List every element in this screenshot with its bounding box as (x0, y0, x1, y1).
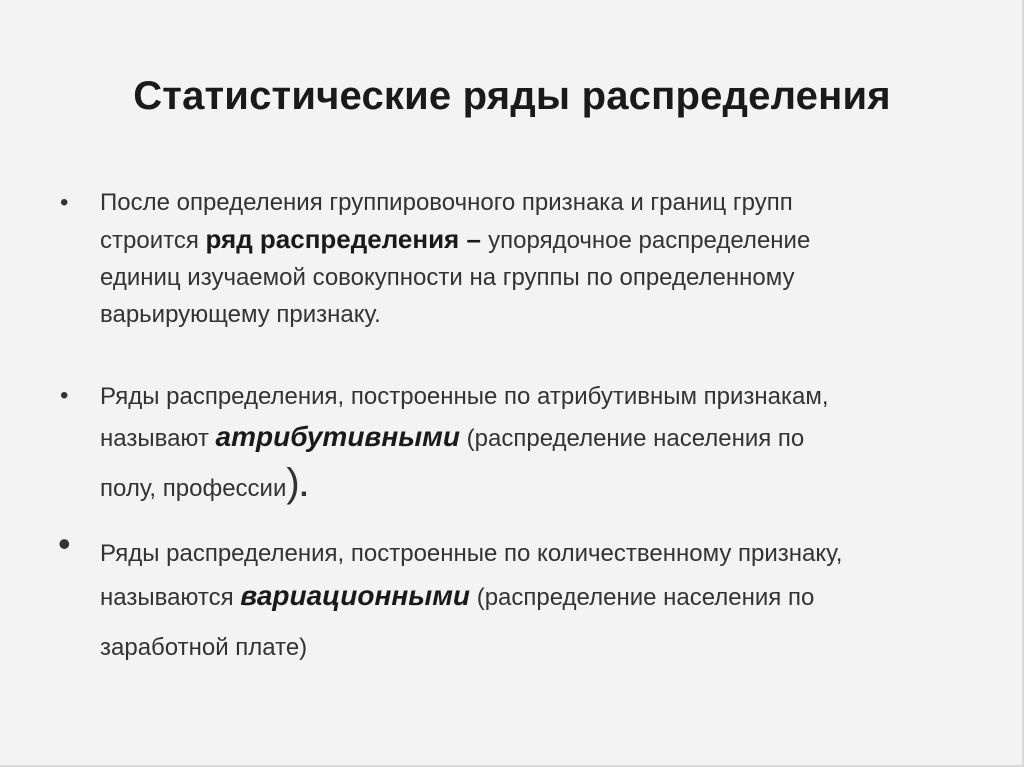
bullet-3-line-1: Ряды распределения, построенные по количественному признаку, (100, 540, 843, 567)
bullet-2-closing-paren: ) (286, 461, 300, 505)
term-ryad-raspredeleniya: ряд распределения (205, 224, 460, 254)
bullet-2-line-3-text: полу, профессии (100, 475, 287, 502)
bullet-2-line-2 (100, 417, 1000, 459)
slide-title: Статистические ряды распределения (133, 74, 891, 118)
bullet-3-line-3: заработной плате) (100, 634, 308, 661)
term-atributivnymi: атрибутивными (215, 421, 460, 452)
bullet-1 (100, 184, 1000, 333)
bullet-2-line-1: Ряды распределения, построенные по атрибутивным признакам, (100, 383, 829, 410)
bullet-1-line-4: варьирующему признаку. (100, 301, 381, 328)
bullet-1-dash: – (459, 224, 489, 254)
bullet-3-line-2-suffix: (распределение населения по (470, 584, 815, 611)
bullet-2 (100, 377, 1000, 509)
bullet-1-line-2 (100, 221, 1000, 259)
bullet-2-period: . (299, 470, 309, 503)
bullet-3 (100, 533, 1000, 669)
bullet-marker-3: • (58, 523, 71, 564)
bullet-1-line-3: единиц изучаемой совокупности на группы по определенному (100, 264, 795, 291)
bullet-1-line-2-suffix: упорядочное распределение (488, 227, 811, 254)
bullet-3-line-2 (100, 575, 1000, 619)
bullet-2-line-3 (100, 461, 1000, 509)
term-variatsionnymi: вариационными (240, 580, 471, 611)
bullet-1-line-2-prefix: строится (100, 227, 206, 254)
bullet-marker-2: • (60, 382, 69, 409)
bullet-3-line-2-prefix: называются (100, 584, 241, 611)
bullet-marker-1: • (60, 189, 69, 216)
bullet-2-line-2-prefix: называют (100, 425, 216, 452)
bullet-2-line-2-suffix: (распределение населения по (460, 425, 805, 452)
bullet-1-line-1: После определения группировочного признака и границ групп (100, 189, 793, 216)
